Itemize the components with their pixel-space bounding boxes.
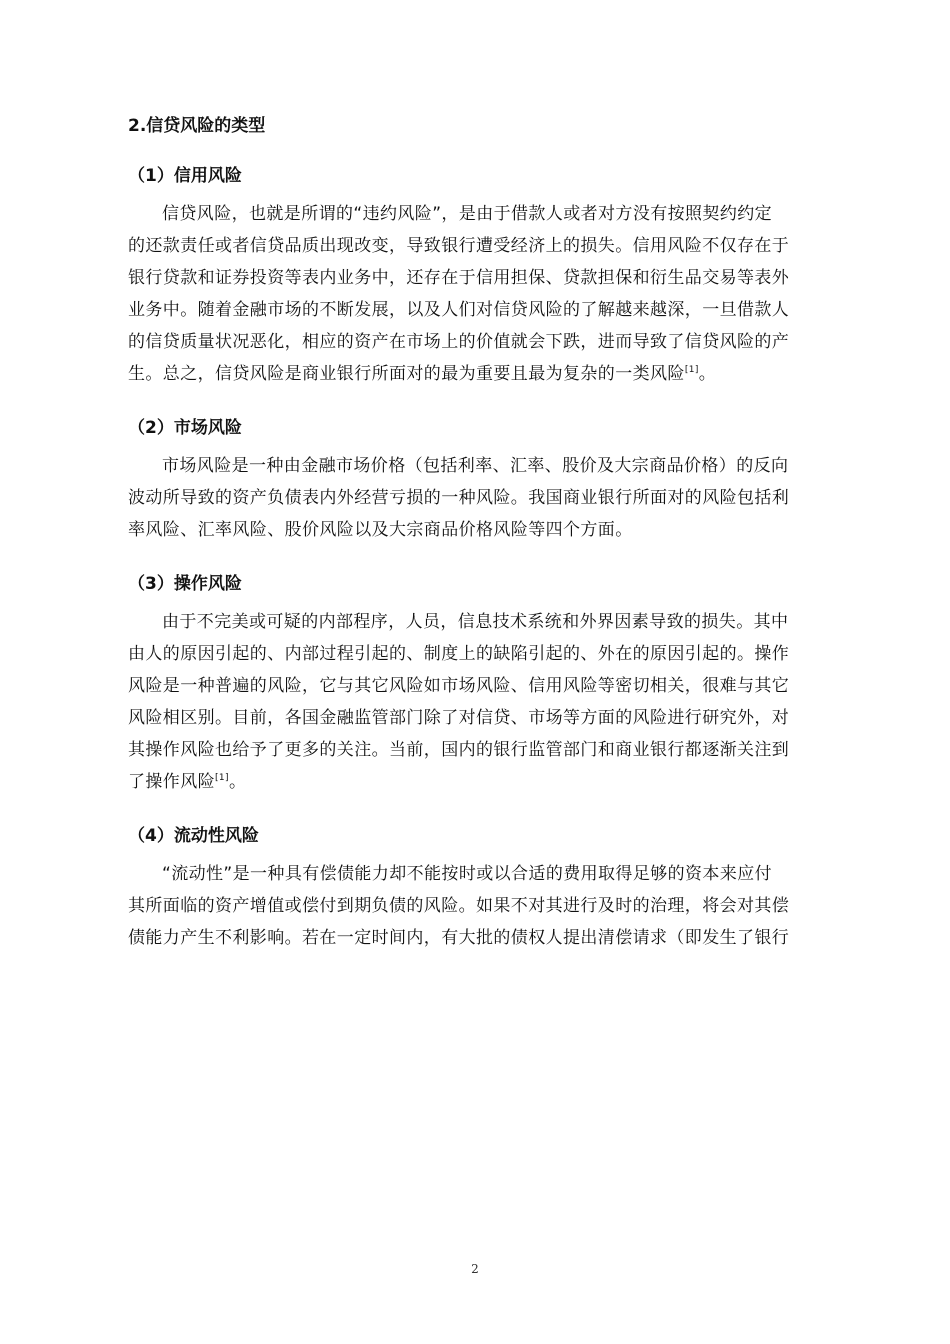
subsection-heading-operational-risk: （3）操作风险 (128, 574, 242, 594)
text-line: 波动所导致的资产负债表内外经营亏损的一种风险。我国商业银行所面对的风险包括利 (128, 488, 790, 508)
text-line: 银行贷款和证券投资等表内业务中，还存在于信用担保、贷款担保和衍生品交易等表外 (128, 268, 790, 288)
text-tail: 。 (698, 364, 717, 384)
text-line: 的信贷质量状况恶化，相应的资产在市场上的价值就会下跌，进而导致了信贷风险的产 (128, 332, 790, 352)
page-number: 2 (471, 1262, 479, 1276)
text-line: 业务中。随着金融市场的不断发展，以及人们对信贷风险的了解越来越深，一旦借款人 (128, 300, 790, 320)
text-line: “流动性”是一种具有偿债能力却不能按时或以合适的费用取得足够的资本来应付 (162, 864, 773, 884)
text-line: 其所面临的资产增值或偿付到期负债的风险。如果不对其进行及时的治理，将会对其偿 (128, 896, 790, 916)
paragraph-liquidity-risk (128, 858, 858, 954)
page-content (128, 108, 858, 974)
subsection-heading-credit-risk: （1）信用风险 (128, 166, 242, 186)
text-line: 的还款责任或者信贷品质出现改变，导致银行遭受经济上的损失。信用风险不仅存在于 (128, 236, 790, 256)
paragraph-operational-risk (128, 606, 858, 798)
text-line-last (128, 766, 858, 798)
subsection-heading-market-risk: （2）市场风险 (128, 418, 242, 438)
text-line: 风险是一种普遍的风险，它与其它风险如市场风险、信用风险等密切相关，很难与其它 (128, 676, 790, 696)
text-line: 债能力产生不利影响。若在一定时间内，有大批的债权人提出清偿请求（即发生了银行 (128, 928, 790, 948)
citation-link[interactable]: [1] (215, 773, 229, 783)
subsection-heading-liquidity-risk: （4）流动性风险 (128, 826, 259, 846)
text-line: 由于不完美或可疑的内部程序，人员，信息技术系统和外界因素导致的损失。其中 (162, 612, 789, 632)
text-line: 风险相区别。目前，各国金融监管部门除了对信贷、市场等方面的风险进行研究外，对 (128, 708, 790, 728)
paragraph-market-risk (128, 450, 858, 546)
text-line: 其操作风险也给予了更多的关注。当前，国内的银行监管部门和商业银行都逐渐关注到 (128, 740, 790, 760)
text-tail: 。 (228, 772, 247, 792)
citation-link[interactable]: [1] (684, 365, 699, 375)
text-line: 市场风险是一种由金融市场价格（包括利率、汇率、股价及大宗商品价格）的反向 (162, 456, 789, 476)
text-line: 由人的原因引起的、内部过程引起的、制度上的缺陷引起的、外在的原因引起的。操作 (128, 644, 790, 664)
text-segment: 生。总之，信贷风险是商业银行所面对的最为重要且最为复杂的一类风险 (128, 364, 685, 384)
text-segment: 了操作风险 (128, 772, 215, 792)
text-line: 信贷风险，也就是所谓的“违约风险”，是由于借款人或者对方没有按照契约约定 (162, 204, 773, 224)
paragraph-credit-risk (128, 198, 858, 390)
section-title: 2.信贷风险的类型 (128, 116, 266, 136)
text-line-last (128, 358, 858, 390)
text-line: 率风险、汇率风险、股价风险以及大宗商品价格风险等四个方面。 (128, 520, 633, 540)
